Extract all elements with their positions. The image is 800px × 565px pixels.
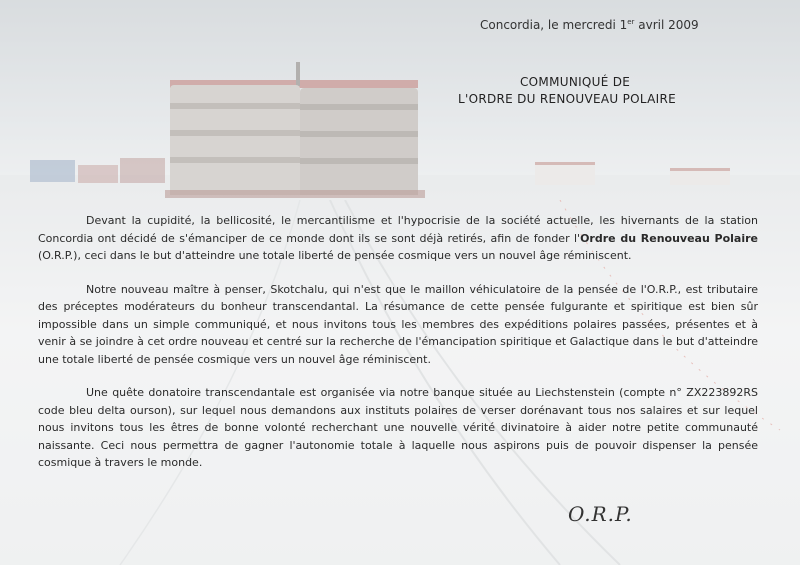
paragraph-3: Une quête donatoire transcendantale est organisée via notre banque située au Liechstenstein (compte n° ZX223892RS code bleu delta ourson), sur lequel nous demandons aux instituts polaires de verser dorénavant tous nos salaires et sur lequel nous invitons tous les êtres de bonne volonté recherchant une nouvelle vérité divinatoire à aider notre petite communauté naissante. Ceci nous permettra de gagner l'autonomie totale à laquelle nous aspirons puis de pouvoir dispenser la pensée cosmique à travers le monde.	[38, 386, 758, 469]
communique-body	[38, 212, 758, 488]
date-text: Concordia, le mercredi 1	[480, 18, 628, 32]
date-superscript: er	[627, 18, 635, 26]
title-line-1: COMMUNIQUÉ DE	[520, 75, 631, 89]
date-suffix: avril 2009	[634, 18, 699, 32]
paragraph-1-text-end: (O.R.P.), ceci dans le but d'atteindre une totale liberté de pensée cosmique vers un nouvel âge réminiscent.	[38, 249, 632, 262]
paragraph-1-text: Devant la cupidité, la bellicosité, le mercantilisme et l'hypocrisie de la société actuelle, les hivernants de la station Concordia ont décidé de s'émanciper de ce monde dont ils se sont déjà retirés, afin de fonder l'	[38, 214, 758, 245]
paragraph-1	[38, 212, 758, 265]
place-date	[480, 18, 700, 32]
signature: O.R.P.	[568, 502, 633, 526]
paragraph-2: Notre nouveau maître à penser, Skotchalu, qui n'est que le maillon véhiculatoire de la pensée de l'O.R.P., est tributaire des préceptes modérateurs du bonheur transcendantal. La résumance de cette pensée fulgurante et spiritique est bien sûr impossible dans un simple communiqué, et nous invitons tous les membres des expéditions polaires passées, présentes et à venir à se joindre à cet ordre nouveau et centré sur la recherche de l'émancipation spiritique et Galactique dans le but d'atteindre une totale liberté de pensée cosmique vers un nouvel âge réminiscent.	[38, 282, 758, 366]
title-line-2: L'ORDRE DU RENOUVEAU POLAIRE	[458, 92, 677, 106]
order-name: Ordre du Renouveau Polaire	[580, 231, 759, 245]
